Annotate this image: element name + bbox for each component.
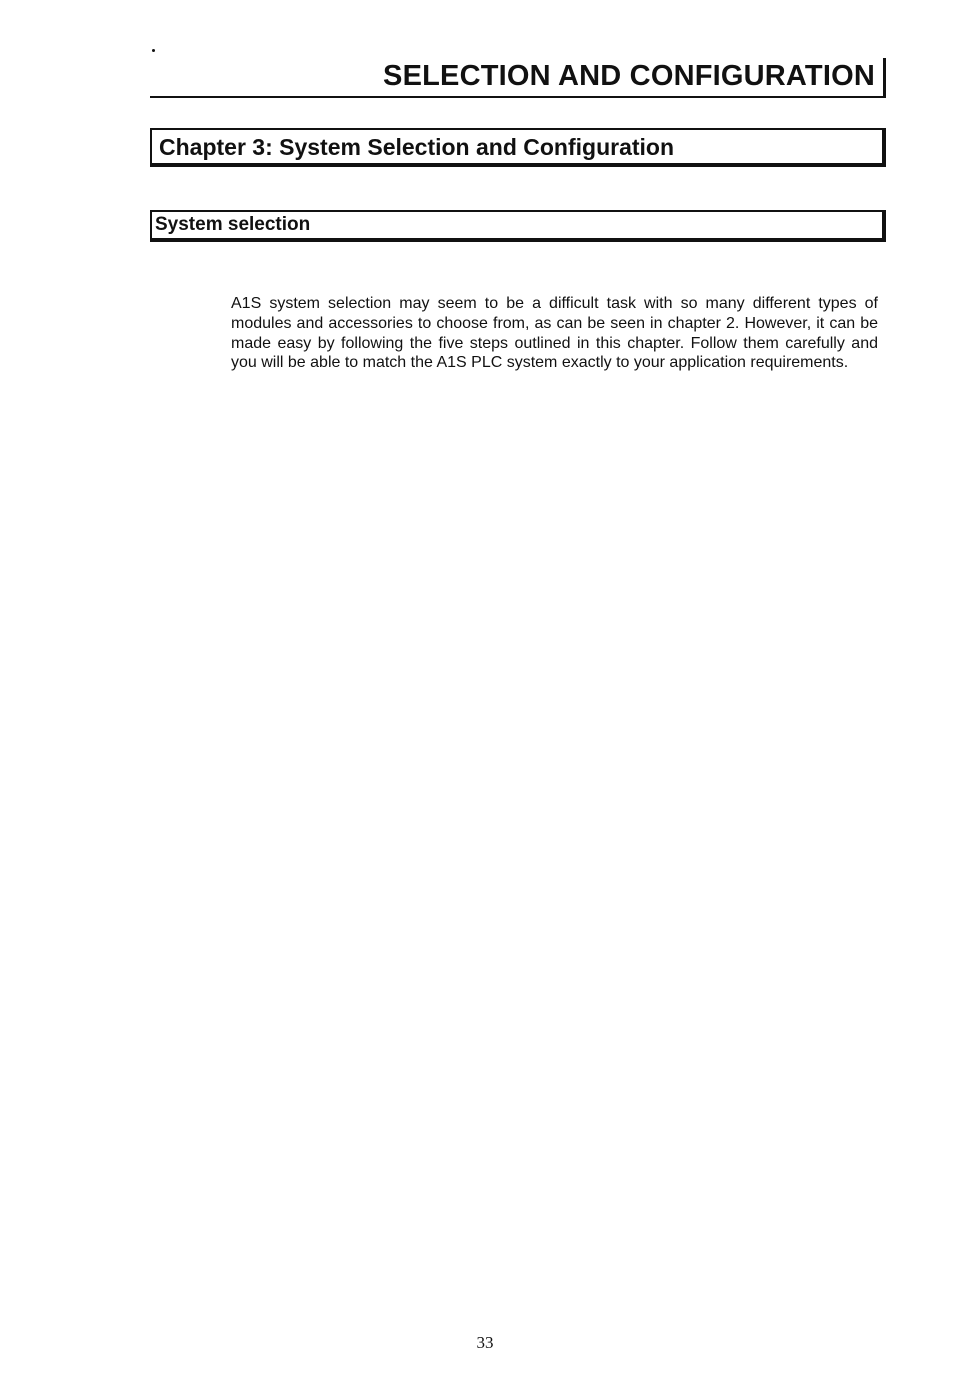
running-header [150, 58, 886, 98]
section-heading-box [150, 210, 886, 242]
body-paragraph: A1S system selection may seem to be a difficult task with so many different types of modules and accessories to choose from, as can be seen in chapter 2. However, it can be made easy by following the five steps outlined in this chapter. Follow them carefully and you will be able to match the A1S PLC system exactly to your application requirements. [231, 295, 878, 372]
section-title: System selection [155, 214, 311, 235]
running-header-title: SELECTION AND CONFIGURATION [383, 60, 875, 92]
chapter-title: Chapter 3: System Selection and Configuration [159, 134, 675, 160]
page-number: 33 [476, 1333, 494, 1352]
chapter-heading-box [150, 128, 886, 167]
scan-speck [152, 49, 155, 52]
